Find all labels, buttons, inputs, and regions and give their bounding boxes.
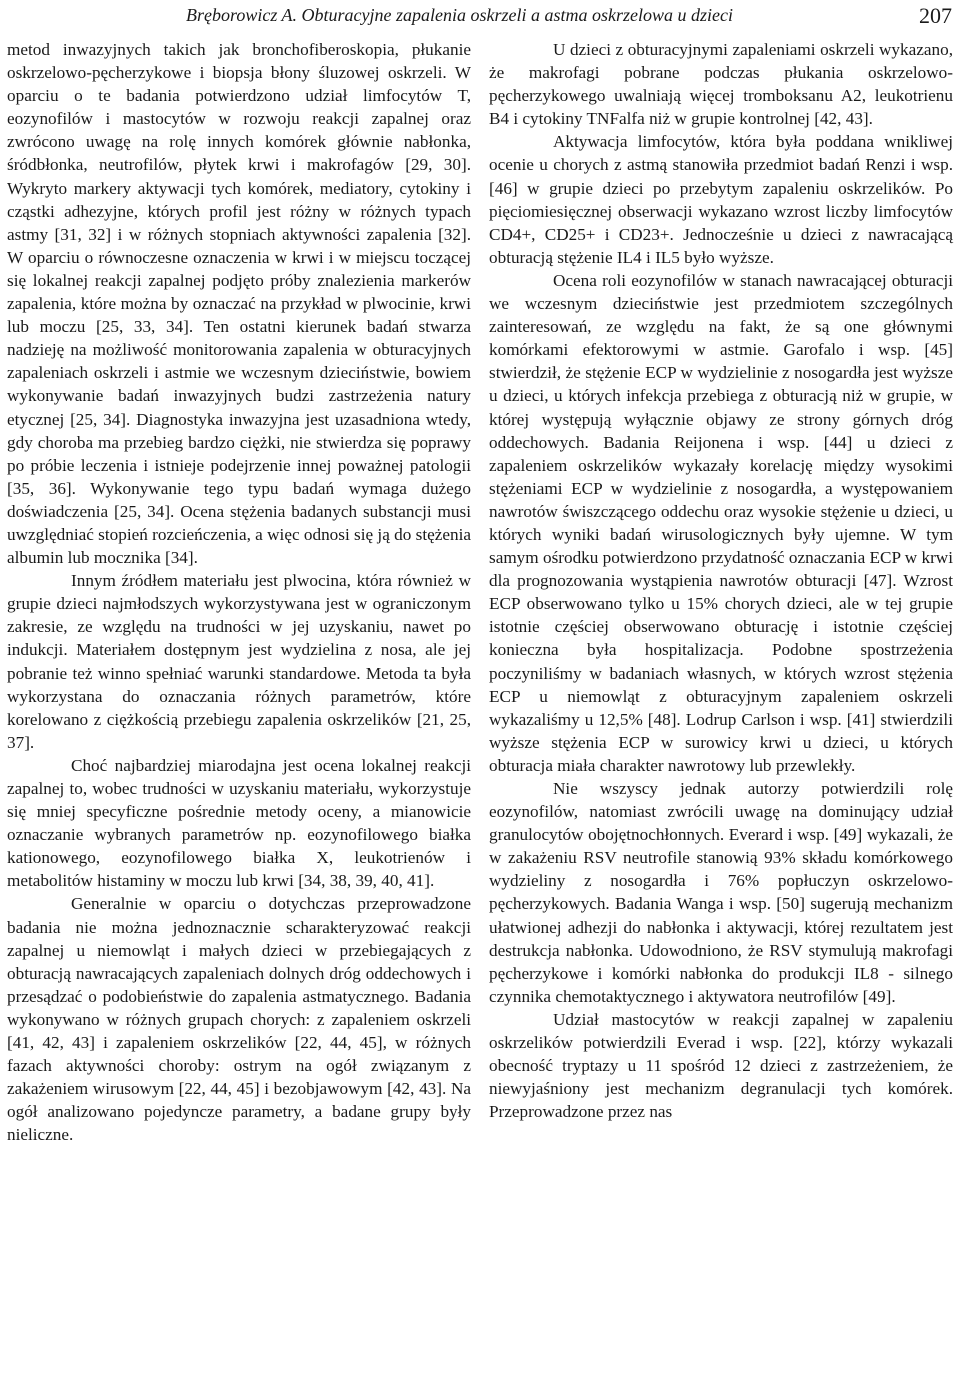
paragraph: U dzieci z obturacyjnymi zapaleniami oskrzeli wykazano, że makrofagi pobrane podczas płukania oskrzelowo-pęcherzykowego uwalniają więcej tromboksanu A2, leukotrienu B4 i cytokiny TNFalfa niż w grupie kontrolnej [42, 43]. [489,40,953,129]
paragraph: Innym źródłem materiału jest plwocina, która również w grupie dzieci najmłodszych wykorzystywana jest w ograniczonym zakresie, ze względu na trudności w jej uzyskaniu, nawet po indukcji. Materiałem dostępnym jest wydzielina z nosa, ale jej pobranie też winno spełniać warunki standardowe. Metoda ta była wykorzystana do oznaczania różnych parametrów, które korelowano z ciężkością przebiegu zapalenia oskrzelików [21, 25, 37]. [7,571,471,752]
right-column [489,38,953,1123]
paragraph: Udział mastocytów w reakcji zapalnej w zapaleniu oskrzelików potwierdzili Everad i wsp. [22], którzy wykazali obecność tryptazy u 11 spośród 12 dzieci z zastrzeżeniem, że niewyjaśniony jest mechanizm degranulacji tych komórek. Przeprowadzone przez nas [489,1009,953,1122]
paragraph: Choć najbardziej miarodajna jest ocena lokalnej reakcji zapalnej to, wobec trudności w uzyskaniu materiału, wykorzystuje się mniej specyficzne pośrednie metody oceny, a mianowicie oznaczanie wybranych parametrów np. eozynofilowego białka kationowego, eozynofilowego białka X, leukotrienów i metabolitów histaminy w moczu lub krwi [34, 38, 39, 40, 41]. [7,755,471,891]
left-column [7,38,471,1147]
paragraph: Ocena roli eozynofilów w stanach nawracającej obturacji we wczesnym dzieciństwie jest przedmiotem szczególnych zainteresowań, ze względu na fakt, że są one głównymi komórkami efektorowymi w astmie. Garofalo i wsp. [45] stwierdził, że stężenie ECP w wydzielinie z nosogardła jest wyższe u dzieci, u których infekcja przebiega z obturacją niż w grupie, w której występują wyłącznie objawy ze strony górnych dróg oddechowych. Badania Reijonena i wsp. [44] u dzieci z zapaleniem oskrzelików wykazały korelację między wysokimi stężeniami ECP w wydzielinie z nosogardła, a występowaniem nawrotów świszczącego oddechu oraz wysokie stężenie u dzieci, u których wyniki badań wirusologicznych były ujemne. W tym samym ośrodku potwierdzono przydatność oznaczania ECP w krwi dla prognozowania wystąpienia nawrotów obturacji [47]. Wzrost ECP obserwowano tylko u 15% chorych dzieci, ale w tej grupie istotnie częściej obserwowano obturację i istotnie częściej konieczna była hospitalizacja. Podobne spostrzeżenia poczyniliśmy w badaniach własnych, w których wzrost stężenia ECP u niemowląt z obturacyjnym zapaleniem oskrzeli wykazaliśmy u 12,5% [48]. Lodrup Carlson i wsp. [41] stwierdzili wyższe stężenia ECP w surowicy krwi u dzieci, u których obturacja miała charakter nawrotowy lub przewlekły. [489,270,953,775]
paragraph: Nie wszyscy jednak autorzy potwierdzili rolę eozynofilów, natomiast zwrócili uwagę na dominujący udział granulocytów obojętnochłonnych. Everard i wsp. [49] wykazali, że w zakażeniu RSV neutrofile stanowią 93% składu komórkowego wydzieliny z nosogardła i 76% popłuczyn oskrzelowo-pęcherzykowych. Badania Wanga i wsp. [50] sugerują mechanizm ułatwionej adhezji do nabłonka i aktywacji, której rezultatem jest destrukcja nabłonka. Udowodniono, że RSV stymulują makrofagi pęcherzykowe i komórki nabłonka do produkcji IL8 - silnego czynnika chemotaktycznego i aktywatora neutrofilów [49]. [489,779,953,1006]
paragraph: Generalnie w oparciu o dotychczas przeprowadzone badania nie można jednoznacznie scharakteryzować reakcji zapalnej u niemowląt i małych dzieci w przebiegających z obturacją nawracających zapaleniach dolnych dróg oddechowych i przesądzać o podobieństwie do zapalenia astmatycznego. Badania wykonywano w różnych grupach chorych: z zapaleniem oskrzeli [41, 42, 43] i zapaleniem oskrzelików [22, 44, 45], w różnych fazach aktywności choroby: ostrym na ogół związanym z zakażeniem wirusowym [22, 44, 45] i bezobjawowym [42, 43]. Na ogół analizowano pojedyncze parametry, a badane grupy były nieliczne. [7,894,471,1145]
paragraph: Aktywacja limfocytów, która była poddana wnikliwej ocenie u chorych z astmą stanowiła przedmiot badań Renzi i wsp. [46] w grupie dzieci po przebytym zapaleniu oskrzelików. Po pięciomiesięcznej obserwacji wykazano wzrost liczby limfocytów CD4+, CD25+ i CD23+. Jednocześnie u dzieci z nawracającą obturacją stężenie IL4 i IL5 było wyższe. [489,132,953,267]
paragraph: metod inwazyjnych takich jak bronchofiberoskopia, płukanie oskrzelowo-pęcherzykowe i biopsja błony śluzowej oskrzeli. W oparciu o te badania potwierdzono udział limfocytów T, eozynofilów i mastocytów w rozwoju reakcji zapalnej oraz zwrócono uwagę na rolę innych komórek głównie nabłonka, śródbłonka, neutrofilów, płytek krwi i makrofagów [29, 30]. Wykryto markery aktywacji tych komórek, mediatory, cytokiny i cząstki adhezyjne, których profil jest różny w różnych typach astmy [31, 32] i w różnych stopniach aktywności zapalenia [32]. W oparciu o równoczesne oznaczenia w krwi i w miejscu toczącej się lokalnej reakcji zapalnej podjęto próby znalezienia markerów zapalenia, które można by oznaczać na przykład w plwocinie, krwi lub moczu [25, 33, 34]. Ten ostatni kierunek badań stwarza nadzieję na możliwość monitorowania zapalenia w obturacyjnych zapaleniach oskrzeli i astmie we wczesnym dzieciństwie, bowiem wykonywanie badań inwazyjnych budzi zastrzeżenia natury etycznej [25, 34]. Diagnostyka inwazyjna jest uzasadniona wtedy, gdy choroba ma przebieg bardzo ciężki, nie stwierdza się poprawy po próbie leczenia i istnieje podejrzenie innej poważnej patologii [35, 36]. Wykonywanie tego typu badań wymaga dużego doświadczenia [25, 34]. Ocena stężenia badanych substancji musi uwzględniać stopień rozcieńczenia, a więc odnosi się ją do stężenia albumin lub mocznika [34]. [7,40,471,568]
page-number: 207 [919,3,952,28]
running-title: Bręborowicz A. Obturacyjne zapalenia oskrzeli a astma oskrzelowa u dzieci [186,5,733,25]
